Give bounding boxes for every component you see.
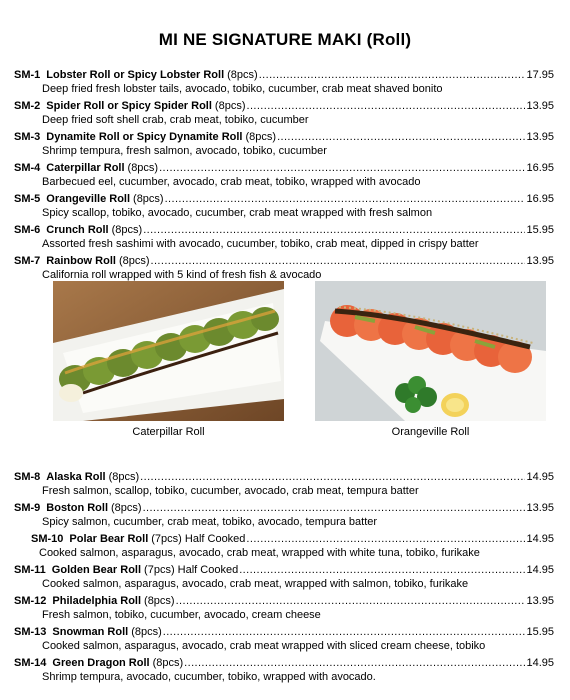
item-description: Spicy scallop, tobiko, avocado, cucumber, crab meat wrapped with fresh salmon (42, 207, 433, 219)
leader-dots (176, 594, 526, 608)
item-name: Crunch Roll (46, 224, 109, 236)
menu-list-bottom (14, 470, 554, 687)
photo-caption: Caterpillar Roll (132, 426, 205, 438)
menu-item-sm-13 (14, 625, 554, 656)
item-price: 14.95 (526, 471, 554, 483)
menu-item-sm-4 (14, 161, 554, 192)
item-description: Shrimp tempura, avocado, cucumber, tobiko, wrapped with avocado. (42, 671, 376, 683)
item-code: SM-7 (14, 255, 41, 267)
item-name: Orangeville Roll (46, 193, 131, 205)
item-code: SM-3 (14, 131, 41, 143)
caterpillar-roll-photo (53, 281, 284, 421)
item-code: SM-12 (14, 595, 47, 607)
item-description: Spicy salmon, cucumber, crab meat, tobiko, avocado, tempura batter (42, 516, 378, 528)
item-name: Golden Bear Roll (51, 564, 142, 576)
item-name: Philadelphia Roll (52, 595, 142, 607)
item-name: Boston Roll (46, 502, 108, 514)
item-price: 14.95 (526, 657, 554, 669)
item-name: Dynamite Roll or Spicy Dynamite Roll (46, 131, 243, 143)
item-description: Cooked salmon, asparagus, avocado, crab meat wrapped with sliced cream cheese, tobiko (42, 640, 486, 652)
item-code: SM-9 (14, 502, 41, 514)
page-title: MI NE SIGNATURE MAKI (Roll) (158, 30, 412, 49)
item-description: California roll wrapped with 5 kind of fresh fish & avocado (42, 269, 322, 281)
item-name: Polar Bear Roll (69, 533, 149, 545)
item-price: 14.95 (526, 533, 554, 545)
item-name: Green Dragon Roll (52, 657, 150, 669)
leader-dots (143, 501, 526, 515)
menu-item-sm-3 (14, 130, 554, 161)
menu-item-sm-11 (14, 563, 554, 594)
item-price: 14.95 (526, 564, 554, 576)
item-portion: (8pcs) (133, 193, 164, 205)
item-description: Fresh salmon, tobiko, cucumber, avocado, cream cheese (42, 609, 321, 621)
item-name: Alaska Roll (46, 471, 106, 483)
item-name: Rainbow Roll (46, 255, 116, 267)
item-code: SM-4 (14, 162, 41, 174)
item-description: Deep fried fresh lobster tails, avocado, tobiko, cucumber, crab meat shaved bonito (42, 83, 443, 95)
menu-item-sm-1 (14, 68, 554, 99)
item-portion: (8pcs) (131, 626, 162, 638)
item-portion: (8pcs) (152, 657, 184, 669)
item-name: Lobster Roll or Spicy Lobster Roll (46, 69, 225, 81)
item-name: Caterpillar Roll (46, 162, 125, 174)
item-price: 13.95 (526, 595, 554, 607)
leader-dots (277, 130, 525, 144)
menu-item-sm-5 (14, 192, 554, 223)
item-code: SM-5 (14, 193, 41, 205)
item-price: 13.95 (526, 502, 554, 514)
menu-item-sm-6 (14, 223, 554, 254)
item-price: 17.95 (526, 69, 554, 81)
item-price: 15.95 (526, 626, 554, 638)
item-portion: (8pcs) (214, 100, 246, 112)
item-description: Cooked salmon, asparagus, avocado, crab meat, wrapped with white tuna, tobiko, furikake (39, 547, 480, 559)
leader-dots (159, 161, 525, 175)
item-description: Deep fried soft shell crab, crab meat, tobiko, cucumber (42, 114, 309, 126)
leader-dots (239, 563, 525, 577)
menu-item-sm-12 (14, 594, 554, 625)
leader-dots (259, 68, 526, 82)
item-code: SM-1 (14, 69, 41, 81)
item-code: SM-8 (14, 471, 41, 483)
item-portion: (8pcs) (111, 502, 142, 514)
leader-dots (246, 532, 525, 546)
item-portion: (8pcs) (245, 131, 277, 143)
menu-item-sm-14 (14, 656, 554, 687)
leader-dots (140, 470, 525, 484)
item-portion: (8pcs) (127, 162, 159, 174)
item-price: 13.95 (526, 255, 554, 267)
item-portion: (8pcs) (144, 595, 175, 607)
item-portion: (7pcs) Half Cooked (151, 533, 246, 545)
menu-list-top (14, 68, 554, 285)
menu-item-sm-10 (14, 532, 554, 563)
item-code: SM-11 (14, 564, 46, 576)
item-code: SM-10 (31, 533, 64, 545)
menu-item-sm-8 (14, 470, 554, 501)
item-description: Cooked salmon, asparagus, avocado, crab meat, wrapped with salmon, tobiko, furikake (42, 578, 469, 590)
leader-dots (163, 625, 526, 639)
item-code: SM-14 (14, 657, 47, 669)
leader-dots (165, 192, 526, 206)
item-price: 13.95 (526, 100, 554, 112)
item-portion: (8pcs) (118, 255, 150, 267)
item-code: SM-13 (14, 626, 47, 638)
leader-dots (143, 223, 525, 237)
item-description: Shrimp tempura, fresh salmon, avocado, tobiko, cucumber (42, 145, 327, 157)
leader-dots (151, 254, 526, 268)
item-code: SM-2 (14, 100, 41, 112)
item-portion: (7pcs) Half Cooked (144, 564, 239, 576)
leader-dots (246, 99, 525, 113)
leader-dots (184, 656, 525, 670)
photo-caption: Orangeville Roll (391, 426, 470, 438)
item-description: Assorted fresh sashimi with avocado, cucumber, tobiko, crab meat, dipped in crispy batter (42, 238, 479, 250)
item-name: Snowman Roll (52, 626, 129, 638)
item-price: 13.95 (526, 131, 554, 143)
item-description: Fresh salmon, scallop, tobiko, cucumber, avocado, crab meat, tempura batter (42, 485, 419, 497)
menu-item-sm-9 (14, 501, 554, 532)
item-portion: (8pcs) (111, 224, 143, 236)
item-description: Barbecued eel, cucumber, avocado, crab meat, tobiko, wrapped with avocado (42, 176, 421, 188)
item-price: 16.95 (526, 193, 554, 205)
item-portion: (8pcs) (108, 471, 140, 483)
item-name: Spider Roll or Spicy Spider Roll (46, 100, 212, 112)
orangeville-roll-photo (315, 281, 546, 421)
item-price: 16.95 (526, 162, 554, 174)
item-portion: (8pcs) (227, 69, 258, 81)
menu-item-sm-2 (14, 99, 554, 130)
item-price: 15.95 (526, 224, 554, 236)
item-code: SM-6 (14, 224, 41, 236)
